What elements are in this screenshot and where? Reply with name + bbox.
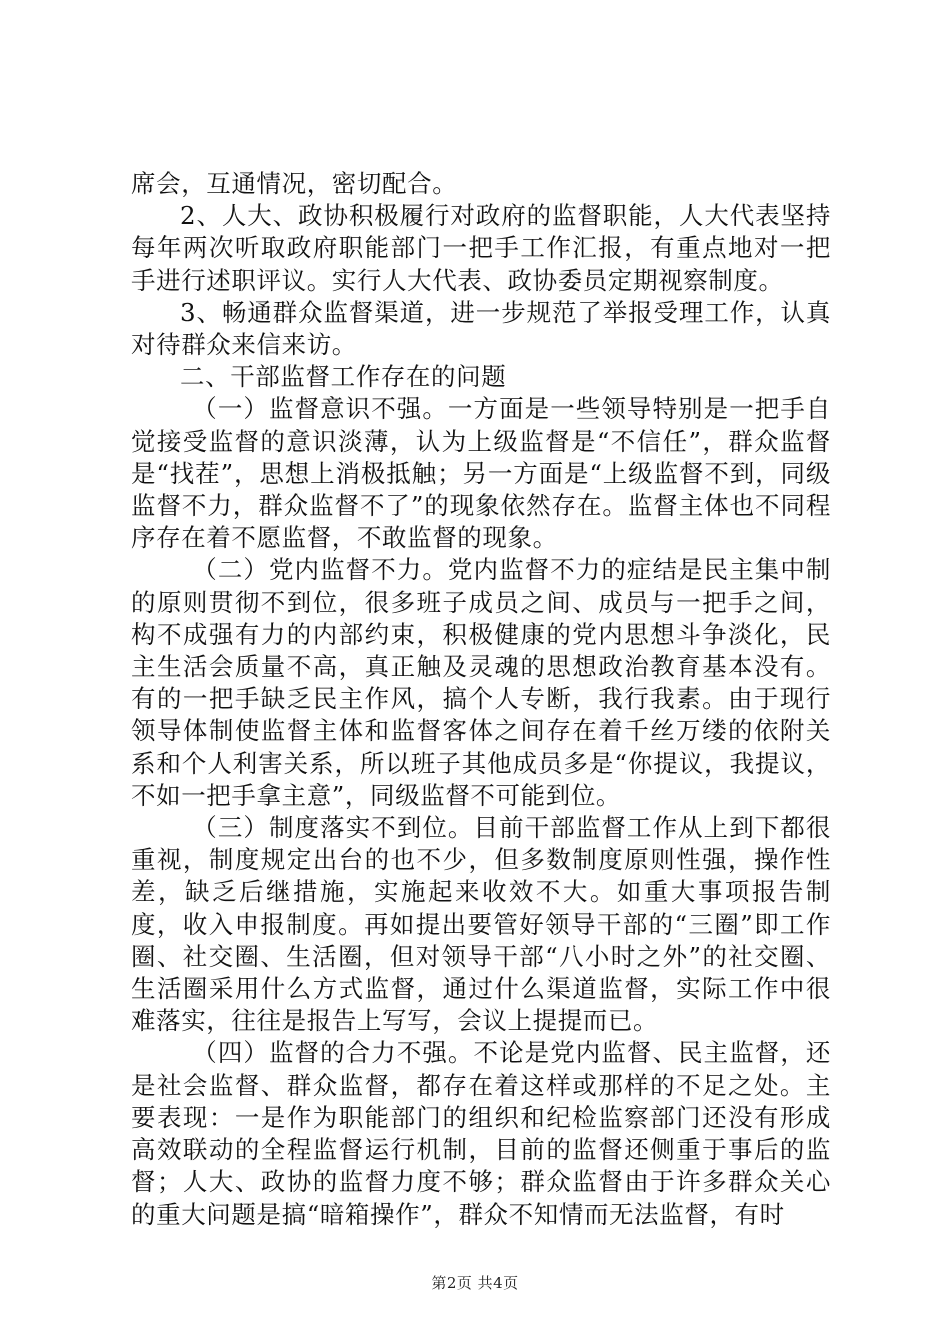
paragraph-problem-2: （二）党内监督不力。党内监督不力的症结是民主集中制的原则贯彻不到位，很多班子成员之间、成员与一把手之间，构不成强有力的内部约束，积极健康的党内思想斗争淡化，民主生活会质量不高，真正触及灵魂的思想政治教育基本没有。有的一把手缺乏民主作风，搞个人专断，我行我素。由于现行领导体制使监督主体和监督客体之间存在着千丝万缕的依附关系和个人利害关系，所以班子其他成员多是“你提议，我提议，不如一把手拿主意”，同级监督不可能到位。 (131, 555, 831, 810)
paragraph-continuation: 席会，互通情况，密切配合。 (131, 169, 458, 198)
paragraph-problem-3: （三）制度落实不到位。目前干部监督工作从上到下都很重视，制度规定出台的也不少，但多数制度原则性强，操作性差，缺乏后继措施，实施起来收效不大。如重大事项报告制度，收入申报制度。再如提出要管好领导干部的“三圈”即工作圈、社交圈、生活圈，但对领导干部“八小时之外”的社交圈、生活圈采用什么方式监督，通过什么渠道监督，实际工作中很难落实，往往是报告上写写，会议上提提而已。 (131, 813, 831, 1036)
paragraph-problem-1: （一）监督意识不强。一方面是一些领导特别是一把手自觉接受监督的意识淡薄，认为上级监督是“不信任”，群众监督是“找茬”，思想上消极抵触；另一方面是“上级监督不到，同级监督不力，群众监督不了”的现象依然存在。监督主体也不同程序存在着不愿监督，不敢监督的现象。 (131, 394, 831, 553)
paragraph-item-3: 3、畅通群众监督渠道，进一步规范了举报受理工作，认真对待群众来信来访。 (131, 297, 831, 360)
paragraph-item-2: 2、人大、政协积极履行对政府的监督职能，人大代表坚持每年两次听取政府职能部门一把手工作汇报，有重点地对一把手进行述职评议。实行人大代表、政协委员定期视察制度。 (131, 201, 831, 295)
section-heading: 二、干部监督工作存在的问题 (180, 362, 507, 392)
page-number-footer: 第2页 共4页 (431, 1274, 519, 1292)
paragraph-problem-4: （四）监督的合力不强。不论是党内监督、民主监督，还是社会监督、群众监督，都存在着这样或那样的不足之处。主要表现：一是作为职能部门的组织和纪检监察部门还没有形成高效联动的全程监督运行机制，目前的监督还侧重于事后的监督；人大、政协的监督力度不够；群众监督由于许多群众关心的重大问题是搞“暗箱操作”，群众不知情而无法监督，有时 (131, 1038, 831, 1229)
document-body (131, 168, 831, 1231)
